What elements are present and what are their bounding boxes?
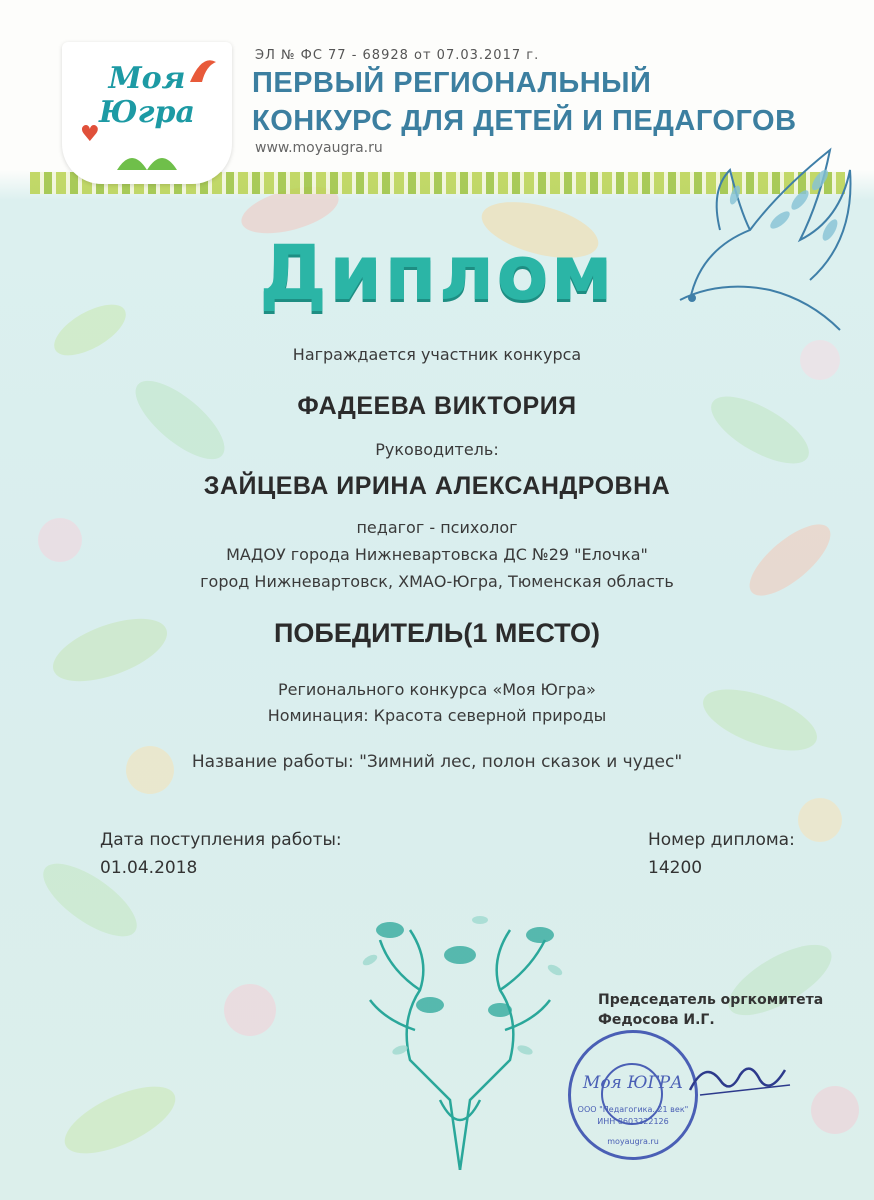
supervisor-name: ЗАЙЦЕВА ИРИНА АЛЕКСАНДРОВНА [203, 472, 671, 500]
diploma-number-value: 14200 [648, 858, 703, 878]
supervisor-label: Руководитель: [375, 440, 499, 459]
logo-line-1: Моя [108, 61, 186, 96]
website-link: www.moyaugra.ru [255, 140, 383, 156]
logo-grass-icon [117, 146, 177, 170]
awarded-label: Награждается участник конкурса [292, 345, 582, 364]
supervisor-position: педагог - психолог [356, 518, 518, 537]
contest-title [252, 64, 797, 140]
date-label: Дата поступления работы: [100, 830, 342, 850]
location: город Нижневартовск, ХМАО-Югра, Тюменская область [200, 572, 674, 591]
chairman-title: Председатель оргкомитета [598, 992, 824, 1008]
contest-title-line-2: КОНКУРС ДЛЯ ДЕТЕЙ И ПЕДАГОГОВ [252, 105, 797, 137]
institution: МАДОУ города Нижневартовска ДС №29 "Елочка" [226, 545, 648, 564]
logo [62, 42, 232, 184]
stamp-site: moyaugra.ru [607, 1137, 659, 1146]
contest-name: Регионального конкурса «Моя Югра» [278, 680, 596, 699]
logo-line-2: Югра [99, 95, 195, 130]
signature-icon [680, 1050, 800, 1110]
contest-title-line-1: ПЕРВЫЙ РЕГИОНАЛЬНЫЙ [252, 67, 652, 99]
result-title: ПОБЕДИТЕЛЬ(1 МЕСТО) [274, 618, 600, 648]
registration-number: ЭЛ № ФС 77 - 68928 от 07.03.2017 г. [255, 48, 540, 63]
heart-icon: ♥ [80, 122, 100, 147]
date-value: 01.04.2018 [100, 858, 198, 878]
work-title: Название работы: "Зимний лес, полон сказок и чудес" [191, 752, 683, 772]
logo-figure-icon [182, 52, 222, 92]
chairman-name: Федосова И.Г. [598, 1012, 715, 1028]
chairman-block [598, 990, 823, 1030]
nomination: Номинация: Красота северной природы [267, 706, 607, 725]
stamp-org: ООО "Педагогика. 21 век" [577, 1105, 689, 1114]
stamp-brand: Моя ЮГРА [582, 1073, 684, 1093]
participant-name: ФАДЕЕВА ВИКТОРИЯ [297, 392, 577, 420]
stamp-inn: ИНН 8603222126 [597, 1117, 669, 1126]
deer-icon [330, 900, 590, 1170]
official-stamp [568, 1030, 698, 1160]
diploma-number-label: Номер диплома: [648, 830, 795, 850]
diploma-heading: Диплом [259, 228, 615, 317]
